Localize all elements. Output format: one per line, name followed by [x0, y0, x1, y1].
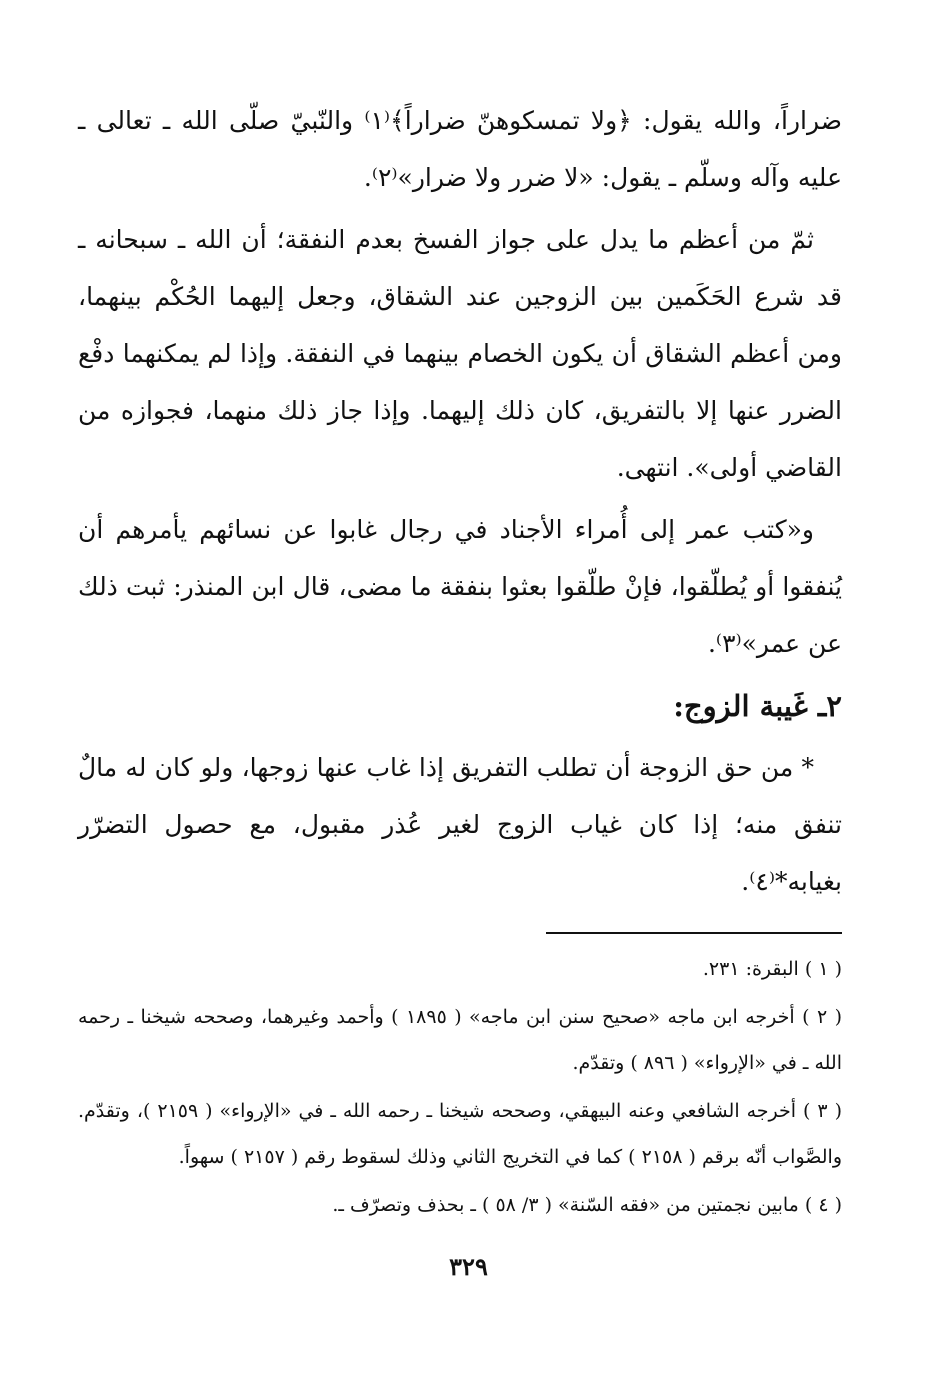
- paragraph-4: * من حق الزوجة أن تطلب التفريق إذا غاب عنها زوجها، ولو كان له مالٌ تنفق منه؛ إذا كان غياب الزوج لغير عُذر مقبول، مع حصول التضرّر بغيابه*⁽٤⁾.: [78, 753, 842, 896]
- footnote-2: ( ٢ ) أخرجه ابن ماجه «صحيح سنن ابن ماجه» ( ١٨٩٥ ) وأحمد وغيرهما، وصححه شيخنا ـ رحمه الله ـ في «الإرواء» ( ٨٩٦ ) وتقدّم.: [78, 1006, 843, 1074]
- footnotes: [78, 946, 842, 1228]
- paragraph-3: و«كتب عمر إلى أُمراء الأجناد في رجال غابوا عن نسائهم يأمرهم أن يُنفقوا أو يُطلّقوا، فإنْ طلّقوا بعثوا بنفقة ما مضى، قال ابن المنذر: ثبت ذلك عن عمر»⁽٣⁾.: [78, 515, 842, 658]
- paragraph-1: ضراراً، والله يقول: ﴿ولا تمسكوهنّ ضراراً﴾⁽١⁾ والنّبيّ صلّى الله ـ تعالى ـ عليه وآله وسلّم ـ يقول: «لا ضرر ولا ضرار»⁽٢⁾.: [78, 106, 842, 192]
- paragraph-2: ثمّ من أعظم ما يدل على جواز الفسخ بعدم النفقة؛ أن الله ـ سبحانه ـ قد شرع الحَكَمين بين الزوجين عند الشقاق، وجعل إليهما الحُكْم بينهما، ومن أعظم الشقاق أن يكون الخصام بينهما في النفقة. وإذا لم يمكنهما دفْع الضرر عنها إلا بالتفريق، كان ذلك إليهما. وإذا جاز ذلك منهما، فجوازه من القاضي أولى». انتهى.: [78, 225, 842, 482]
- footnote-3: ( ٣ ) أخرجه الشافعي وعنه البيهقي، وصححه شيخنا ـ رحمه الله ـ في «الإرواء» ( ٢١٥٩ )، وتقدّم. والصَّواب أنّه برقم ( ٢١٥٨ ) كما في التخريج الثاني وذلك لسقوط رقم ( ٢١٥٧ ) سهواً.: [78, 1100, 842, 1168]
- footnote-1: ( ١ ) البقرة: ٢٣١.: [702, 958, 842, 980]
- footnote-4: ( ٤ ) مابين نجمتين من «فقه السّنة» ( ٣/ ٥٨ ) ـ بحذف وتصرّف ـ.: [332, 1194, 842, 1216]
- section-heading: ٢ـ غَيبة الزوج:: [673, 689, 842, 723]
- page-number: ٣٢٩: [449, 1252, 488, 1281]
- page-body: [78, 92, 842, 1230]
- footnote-divider: [546, 932, 842, 934]
